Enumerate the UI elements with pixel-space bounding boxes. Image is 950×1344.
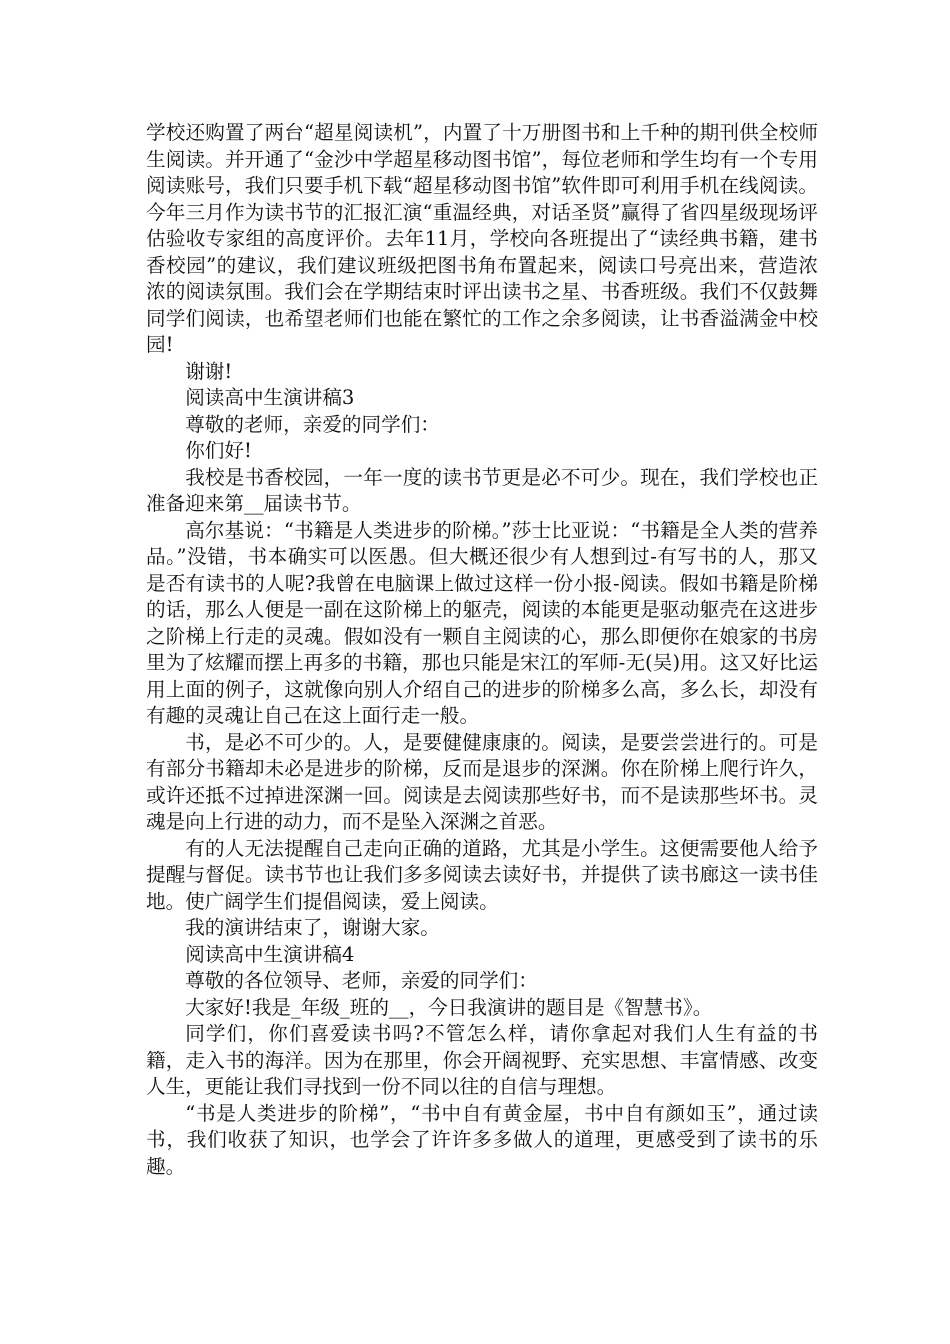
greeting: 你们好!: [185, 439, 252, 462]
paragraph-reading-festival: 我校是书香校园，一年一度的读书节更是必不可少。现在，我们学校也正准备迎来第__届读书节。: [146, 465, 818, 515]
paragraph-reminders: 有的人无法提醒自己走向正确的道路，尤其是小学生。这便需要他人给予提醒与督促。读书节也让我们多多阅读去读好书，并提供了读书廊这一读书佳地。使广阔学生们提倡阅读，爱上阅读。: [146, 836, 818, 913]
paragraph-love-reading: 同学们，你们喜爱读书吗?不管怎么样，请你拿起对我们人生有益的书籍，走入书的海洋。因为在那里，你会开阔视野、充实思想、丰富情感、改变人生，更能让我们寻找到一份不同以往的自信与理想。: [146, 1022, 818, 1098]
paragraph-books-essential: 书，是必不可少的。人，是要健健康康的。阅读，是要尝尝进行的。可是有部分书籍却未必是进步的阶梯，反而是退步的深渊。你在阶梯上爬行许久，或许还抵不过掉进深渊一回。阅读是去阅读那些好书，而不是读那些坏书。灵魂是向上行进的动力，而不是坠入深渊之首恶。: [146, 730, 818, 833]
section-heading-speech-3: 阅读高中生演讲稿3: [185, 386, 355, 409]
greeting-intro: 大家好!我是_年级_班的__，今日我演讲的题目是《智慧书》。: [185, 995, 713, 1019]
document-body: [146, 120, 818, 1180]
paragraph-book-quotes: “书是人类进步的阶梯”，“书中自有黄金屋，书中自有颜如玉”，通过读书，我们收获了知识，也学会了许许多多做人的道理，更感受到了读书的乐趣。: [146, 1101, 818, 1178]
paragraph-thanks: 谢谢!: [185, 359, 233, 383]
paragraph-closing: 我的演讲结束了，谢谢大家。: [185, 916, 440, 939]
salutation-2: 尊敬的各位领导、老师，亲爱的同学们：: [185, 969, 538, 992]
paragraph-library-resources: 学校还购置了两台“超星阅读机”，内置了十万册图书和上千种的期刊供全校师生阅读。并开通了“金沙中学超星移动图书馆”，每位老师和学生均有一个专用阅读账号，我们只要手机下载“超星移动图书馆”软件即可利用手机在线阅读。今年三月作为读书节的汇报汇演“重温经典，对话圣贤”赢得了省四星级现场评估验收专家组的高度评价。去年11月，学校向各班提出了“读经典书籍，建书香校园”的建议，我们建议班级把图书角布置起来，阅读口号亮出来，营造浓浓的阅读氛围。我们会在学期结束时评出读书之星、书香班级。我们不仅鼓舞同学们阅读，也希望老师们也能在繁忙的工作之余多阅读，让书香溢满金中校园!: [146, 121, 818, 356]
paragraph-gorky-quote: 高尔基说：“书籍是人类进步的阶梯。”莎士比亚说：“书籍是全人类的营养品。”没错，书本确实可以医愚。但大概还很少有人想到过-有写书的人，那又是否有读书的人呢?我曾在电脑课上做过这样一份小报-阅读。假如书籍是阶梯的话，那么人便是一副在这阶梯上的躯壳，阅读的本能更是驱动躯壳在这进步之阶梯上行走的灵魂。假如没有一颗自主阅读的心，那么即便你在娘家的书房里为了炫耀而摆上再多的书籍，那也只能是宋江的军师-无(吴)用。这又好比运用上面的例子，这就像向别人介绍自己的进步的阶梯多么高，多么长，却没有有趣的灵魂让自己在这上面行走一般。: [146, 518, 818, 727]
salutation: 尊敬的老师，亲爱的同学们：: [185, 412, 440, 436]
section-heading-speech-4: 阅读高中生演讲稿4: [185, 942, 355, 966]
